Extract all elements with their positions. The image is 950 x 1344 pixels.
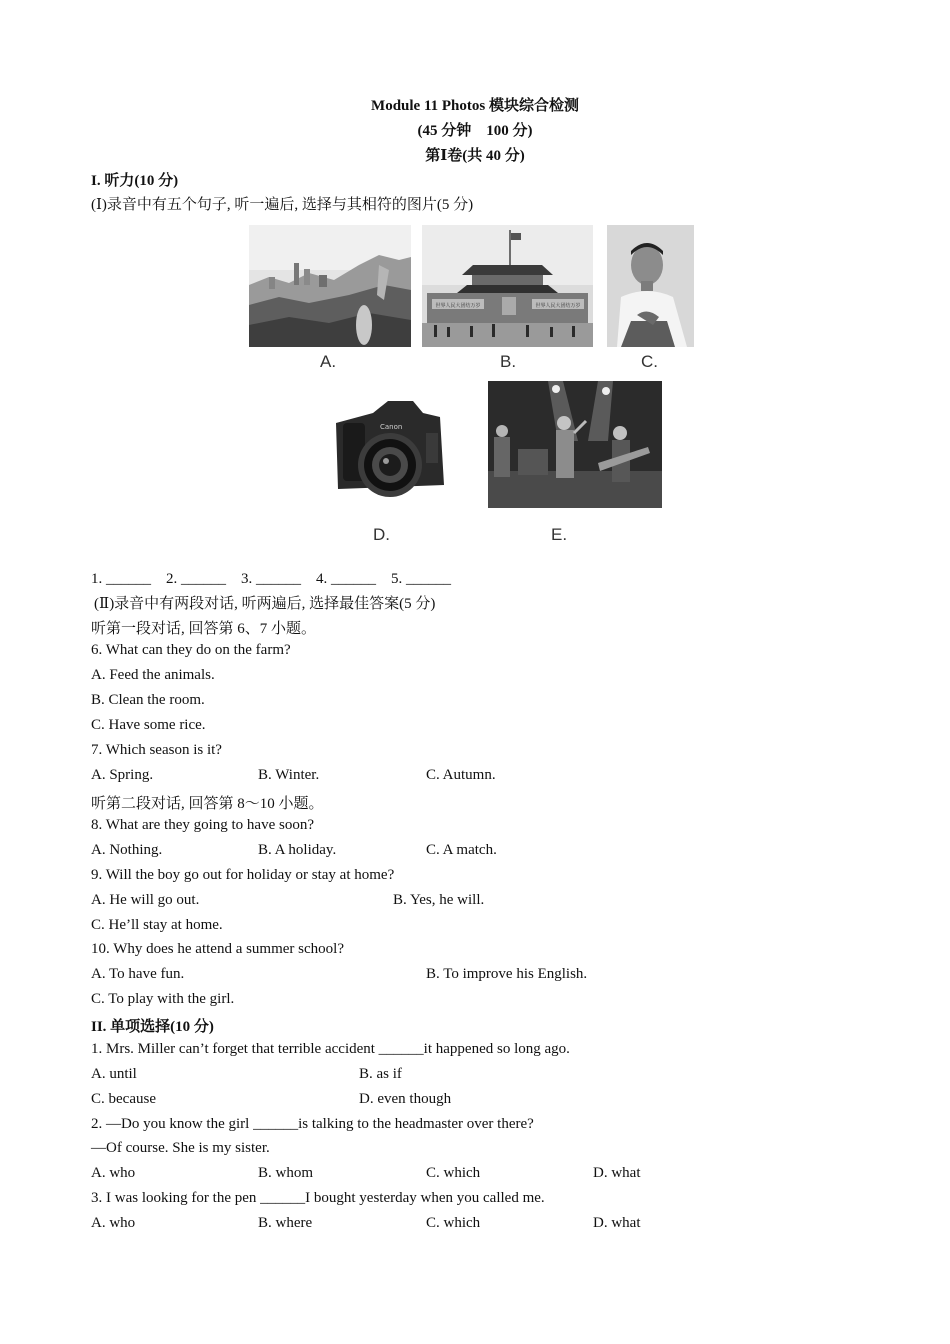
question-10: 10. Why does he attend a summer school? (91, 941, 344, 957)
dialog-1-instruction: 听第一段对话, 回答第 6、7 小题。 (91, 621, 317, 637)
q8-option-c[interactable]: C. A match. (426, 842, 497, 858)
question-7: 7. Which season is it? (91, 742, 222, 758)
answer-blanks[interactable]: 1. ______ 2. ______ 3. ______ 4. ______ 5. ______ (91, 571, 452, 587)
rock-band-image (488, 381, 662, 508)
c1-option-a[interactable]: A. until (91, 1066, 137, 1082)
c3-option-b[interactable]: B. where (258, 1215, 313, 1231)
q9-option-a[interactable]: A. He will go out. (91, 892, 200, 908)
banner-text-right: 世界人民大团结万岁 (535, 303, 581, 309)
caption-b: B. (500, 352, 517, 371)
choice-question-2-reply: —Of course. She is my sister. (91, 1140, 270, 1156)
c3-option-a[interactable]: A. who (91, 1215, 136, 1231)
q10-option-b[interactable]: B. To improve his English. (426, 966, 588, 982)
c2-option-a[interactable]: A. who (91, 1165, 136, 1181)
caption-c: C. (641, 352, 658, 371)
photo-a-city (249, 225, 411, 347)
page-title: Module 11 Photos 模块综合检测 (371, 98, 579, 114)
city-landscape-image (249, 225, 411, 347)
choice-question-2: 2. —Do you know the girl ______is talking to the headmaster over there? (91, 1116, 534, 1132)
q7-option-a[interactable]: A. Spring. (91, 767, 154, 783)
question-6: 6. What can they do on the farm? (91, 642, 291, 658)
dialog-2-instruction: 听第二段对话, 回答第 8～10 小题。 (91, 796, 324, 812)
photo-d-camera (328, 393, 448, 513)
c2-option-c[interactable]: C. which (426, 1165, 481, 1181)
man-portrait-image (607, 225, 694, 347)
q9-option-c[interactable]: C. He’ll stay at home. (91, 917, 223, 933)
c3-option-d[interactable]: D. what (593, 1215, 641, 1231)
camera-image (328, 393, 448, 513)
c2-option-d[interactable]: D. what (593, 1165, 641, 1181)
q7-option-c[interactable]: C. Autumn. (426, 767, 496, 783)
photo-b-tiananmen (422, 225, 593, 347)
caption-a: A. (320, 352, 337, 371)
c1-option-c[interactable]: C. because (91, 1091, 156, 1107)
choice-heading: II. 单项选择(10 分) (91, 1019, 214, 1035)
c1-option-b[interactable]: B. as if (359, 1066, 402, 1082)
q10-option-a[interactable]: A. To have fun. (91, 966, 185, 982)
c3-option-c[interactable]: C. which (426, 1215, 481, 1231)
photo-c-man (607, 225, 694, 347)
photo-e-band (488, 381, 662, 508)
time-score: (45 分钟 100 分) (417, 123, 533, 139)
banner-text-left: 世界人民大团结万岁 (435, 303, 481, 309)
q6-option-a[interactable]: A. Feed the animals. (91, 667, 215, 683)
q7-option-b[interactable]: B. Winter. (258, 767, 320, 783)
c1-option-d[interactable]: D. even though (359, 1091, 452, 1107)
part-heading: 第Ⅰ卷(共 40 分) (425, 148, 525, 164)
q6-option-b[interactable]: B. Clean the room. (91, 692, 205, 708)
caption-d: D. (373, 525, 390, 544)
q8-option-a[interactable]: A. Nothing. (91, 842, 163, 858)
q10-option-c[interactable]: C. To play with the girl. (91, 991, 235, 1007)
c2-option-b[interactable]: B. whom (258, 1165, 314, 1181)
camera-brand: Canon (380, 423, 403, 431)
caption-e: E. (551, 525, 568, 544)
choice-question-1: 1. Mrs. Miller can’t forget that terrible accident ______it happened so long ago. (91, 1041, 570, 1057)
choice-question-3: 3. I was looking for the pen ______I bought yesterday when you called me. (91, 1190, 545, 1206)
q9-option-b[interactable]: B. Yes, he will. (393, 892, 485, 908)
q6-option-c[interactable]: C. Have some rice. (91, 717, 206, 733)
q8-option-b[interactable]: B. A holiday. (258, 842, 337, 858)
question-8: 8. What are they going to have soon? (91, 817, 314, 833)
listening-instruction-2: (Ⅱ)录音中有两段对话, 听两遍后, 选择最佳答案(5 分) (94, 596, 436, 612)
listening-instruction-1: (Ⅰ)录音中有五个句子, 听一遍后, 选择与其相符的图片(5 分) (91, 197, 474, 213)
tiananmen-image (422, 225, 593, 347)
listening-heading: I. 听力(10 分) (91, 173, 179, 189)
question-9: 9. Will the boy go out for holiday or stay at home? (91, 867, 395, 883)
